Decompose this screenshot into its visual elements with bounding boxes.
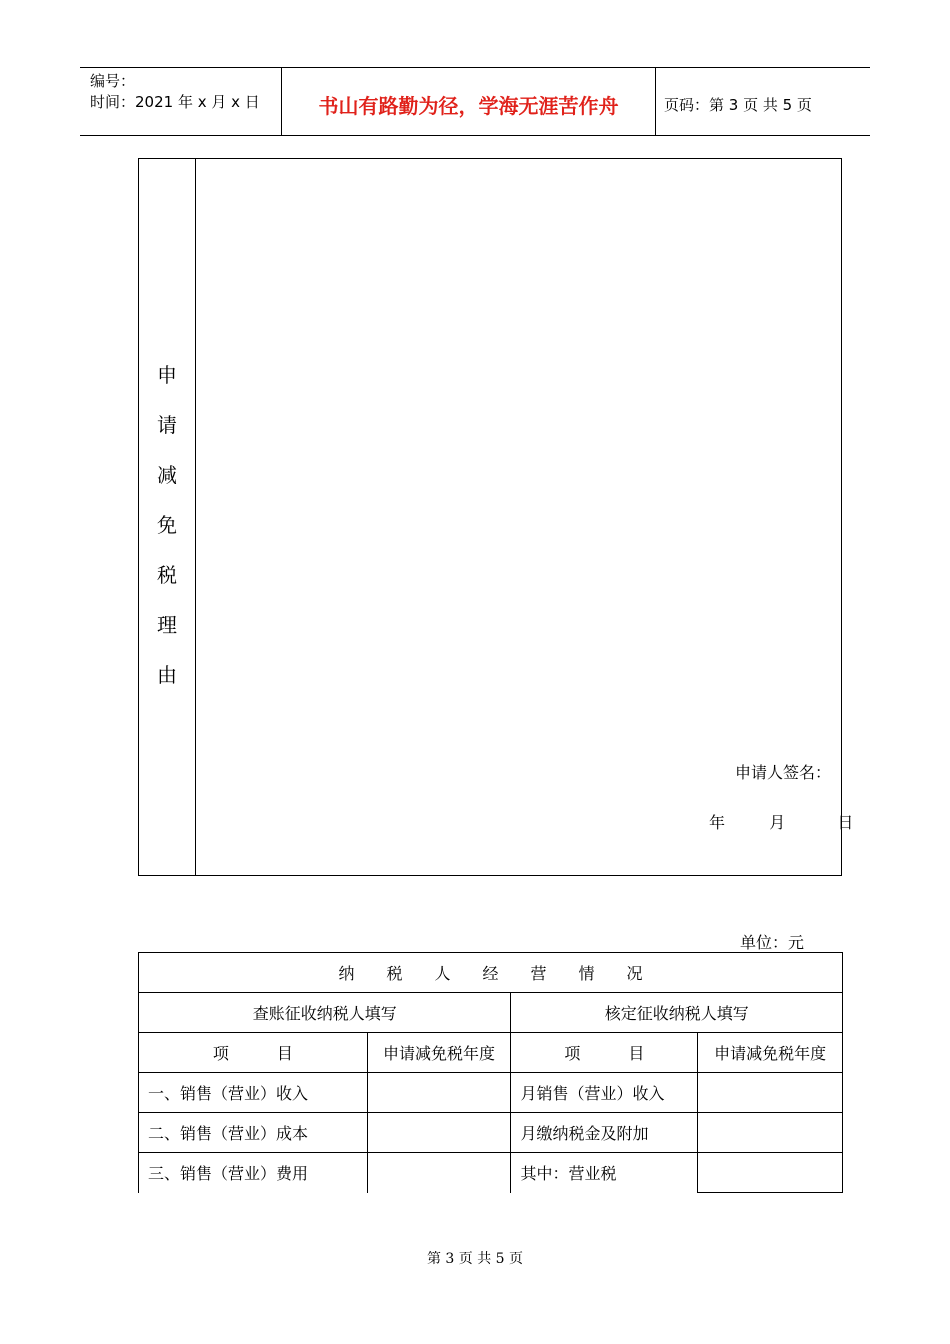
table-row [139,1073,843,1113]
date-month: 月 [769,813,786,832]
right-row-value-cell[interactable] [698,1073,843,1113]
right-row-value-cell[interactable] [698,1153,843,1193]
table-section-row [139,993,843,1033]
serial-label: 编号： [90,72,136,90]
right-row-item: 月销售（营业）收入 [511,1073,698,1113]
right-section-header: 核定征收纳税人填写 [511,993,843,1033]
left-row-value-cell[interactable] [367,1153,511,1193]
reason-label-char: 请 [157,413,177,437]
left-col-year: 申请减免税年度 [367,1033,511,1073]
reason-label-char: 减 [157,463,177,487]
page-footer: 第 3 页 共 5 页 [426,1251,524,1267]
left-row-value-cell[interactable] [367,1113,511,1153]
right-col-year: 申请减免税年度 [698,1033,843,1073]
left-section-header: 查账征收纳税人填写 [139,993,511,1033]
right-row-value-cell[interactable] [698,1113,843,1153]
reason-label [139,350,195,700]
reason-box-divider [195,158,196,876]
header-divider-right [655,67,656,135]
table-row [139,1113,843,1153]
left-row-item: 一、销售（营业）收入 [139,1073,368,1113]
table-title-row [139,953,843,993]
left-col-item: 项 目 [139,1033,368,1073]
reason-label-char: 申 [157,363,177,387]
business-table [138,952,843,1193]
table-column-row [139,1033,843,1073]
right-row-item: 月缴纳税金及附加 [511,1113,698,1153]
date-day: 日 [837,813,854,832]
table-title: 纳 税 人 经 营 情 况 [139,953,843,993]
header-top-rule [80,67,870,68]
signature-label: 申请人签名： [735,763,832,782]
header-bottom-rule [80,135,870,136]
right-row-item: 其中：营业税 [511,1153,698,1193]
motto: 书山有路勤为径，学海无涯苦作舟 [318,94,619,118]
date-line [709,810,853,833]
reason-label-char: 理 [157,613,177,637]
reason-label-char: 税 [157,563,177,587]
time-label: 时间：2021 年 x 月 x 日 [90,93,260,111]
reason-label-char: 免 [157,513,177,537]
date-year: 年 [709,813,726,832]
left-row-item: 三、销售（营业）费用 [139,1153,368,1193]
table-row [139,1153,843,1193]
reason-label-char: 由 [157,663,177,687]
unit-label: 单位：元 [740,933,805,952]
page-label: 页码：第 3 页 共 5 页 [664,96,812,114]
left-row-item: 二、销售（营业）成本 [139,1113,368,1153]
left-row-value-cell[interactable] [367,1073,511,1113]
right-col-item: 项 目 [511,1033,698,1073]
